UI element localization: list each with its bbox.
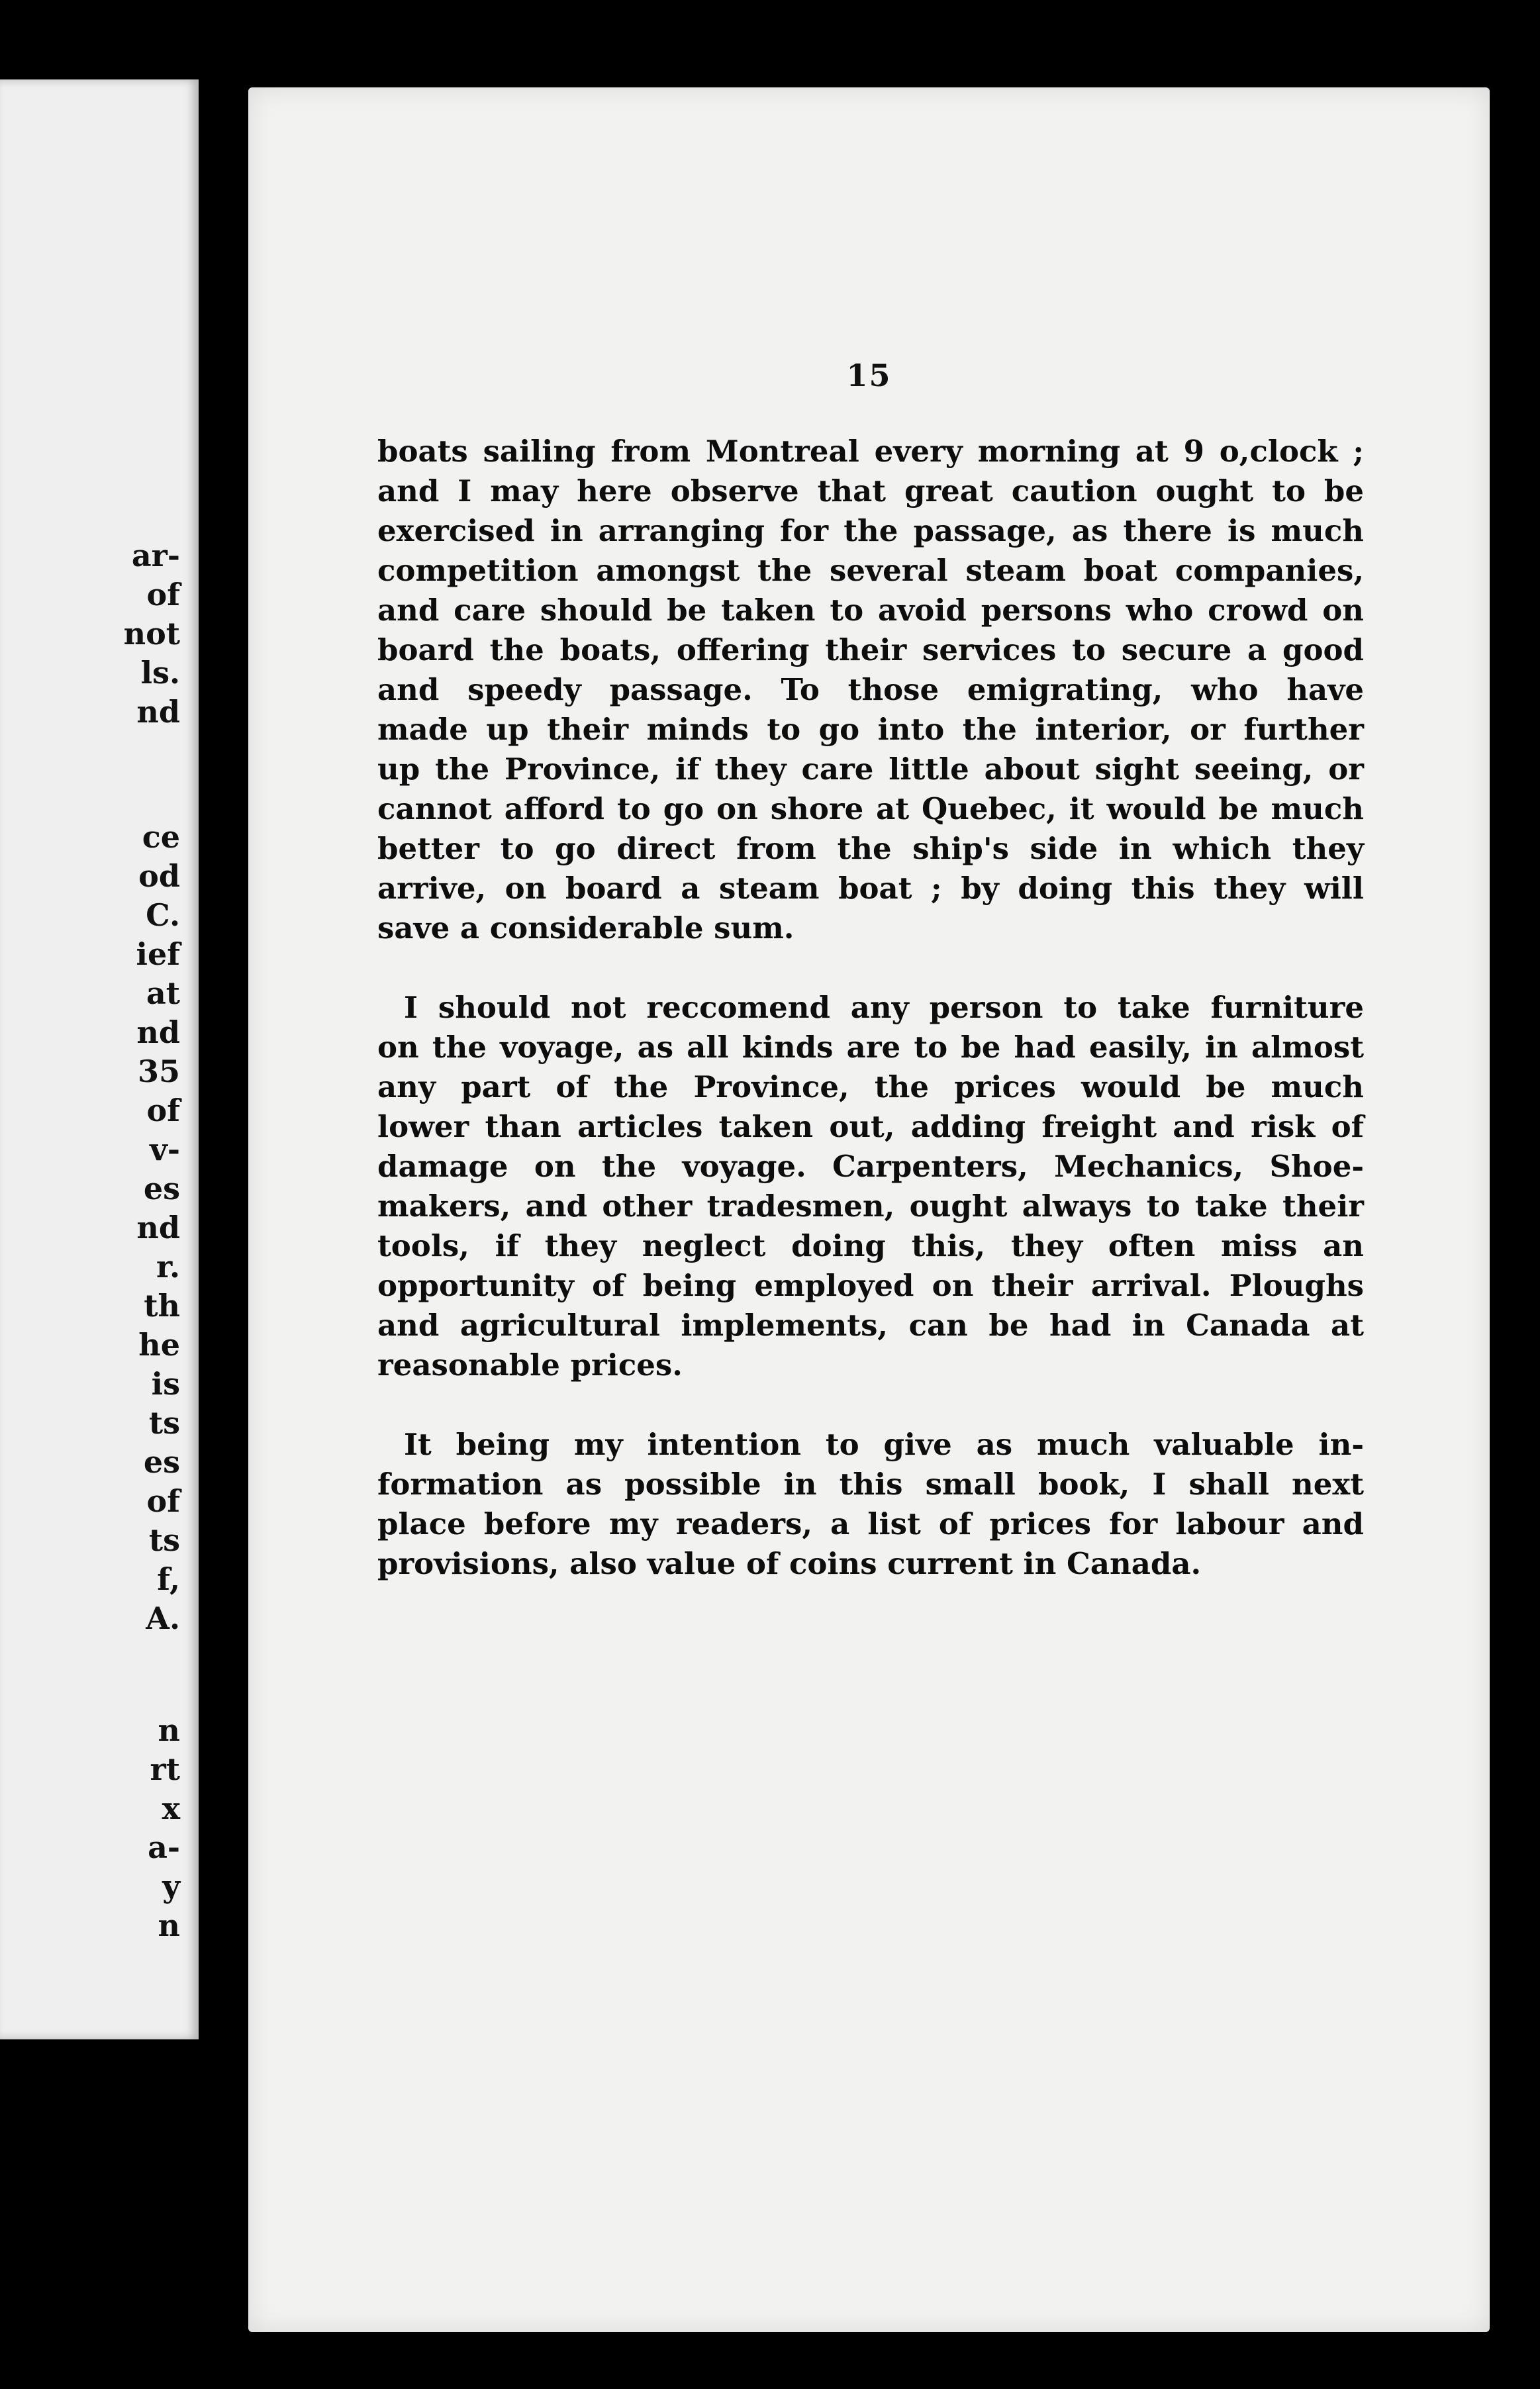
- left-fragment: ts: [148, 1522, 180, 1558]
- text-line: and I may here observe that great caution ought to be: [377, 473, 1364, 509]
- left-fragment: n: [158, 1908, 180, 1943]
- text-line: reasonable prices.: [377, 1347, 683, 1383]
- text-line: and care should be taken to avoid persons who crowd on: [377, 593, 1364, 628]
- text-line: and agricultural implements, can be had in Canada at: [377, 1308, 1364, 1343]
- text-line: up the Province, if they care little about sight seeing, or: [377, 752, 1364, 787]
- paragraph-3: [377, 1425, 1364, 1584]
- left-fragment: ief: [136, 936, 180, 972]
- left-fragment: C.: [146, 897, 180, 933]
- left-fragment: ce: [142, 819, 180, 855]
- text-line: made up their minds to go into the interior, or further: [377, 712, 1364, 747]
- left-fragment: of: [146, 1093, 180, 1128]
- left-fragment: of: [146, 577, 180, 612]
- left-fragment: es: [143, 1444, 180, 1480]
- left-fragment: A.: [146, 1600, 180, 1636]
- page-number: 15: [846, 358, 892, 393]
- left-fragment: n: [158, 1712, 180, 1748]
- left-fragment: ts: [148, 1405, 180, 1441]
- text-line: board the boats, offering their services to secure a good: [377, 632, 1364, 667]
- text-line: I should not reccomend any person to take furniture: [404, 990, 1364, 1025]
- paragraph-1: [377, 432, 1364, 948]
- paragraph-2: [377, 988, 1364, 1385]
- left-fragment: th: [144, 1288, 180, 1324]
- left-fragment: r.: [156, 1249, 180, 1285]
- left-fragment: at: [146, 975, 180, 1011]
- page-body: [377, 432, 1364, 1624]
- left-fragment: nd: [136, 1210, 180, 1245]
- left-fragment: he: [138, 1327, 180, 1363]
- text-line: opportunity of being employed on their arrival. Ploughs: [377, 1268, 1364, 1303]
- text-line: boats sailing from Montreal every morning at 9 o,clock ;: [377, 434, 1364, 469]
- book-page: [248, 87, 1490, 2332]
- text-line: formation as possible in this small book, I shall next: [377, 1467, 1364, 1502]
- left-facing-page: [0, 79, 199, 2039]
- text-line: provisions, also value of coins current in Canada.: [377, 1546, 1202, 1581]
- left-fragment: nd: [136, 694, 180, 730]
- text-line: place before my readers, a list of prices for labour and: [377, 1506, 1364, 1541]
- left-fragment: 35: [137, 1053, 180, 1089]
- left-fragment: nd: [136, 1014, 180, 1050]
- text-line: tools, if they neglect doing this, they often miss an: [377, 1228, 1364, 1263]
- text-line: damage on the voyage. Carpenters, Mechanics, Shoe-: [377, 1149, 1364, 1184]
- text-line: cannot afford to go on shore at Quebec, it would be much: [377, 791, 1364, 826]
- left-fragment: y: [162, 1869, 180, 1904]
- left-fragment: of: [146, 1483, 180, 1519]
- left-fragment: od: [138, 858, 180, 894]
- text-line: any part of the Province, the prices would be much: [377, 1069, 1364, 1104]
- left-fragment: f,: [157, 1561, 180, 1597]
- left-fragment: v-: [150, 1132, 180, 1167]
- left-fragment: ar-: [131, 538, 180, 573]
- left-fragment: es: [143, 1171, 180, 1206]
- text-line: save a considerable sum.: [377, 910, 794, 946]
- left-page-text-fragments: [0, 536, 185, 1945]
- text-line: makers, and other tradesmen, ought always to take their: [377, 1189, 1364, 1224]
- left-fragment: rt: [150, 1751, 180, 1787]
- text-line: better to go direct from the ship's side in which they: [377, 831, 1364, 866]
- text-line: arrive, on board a steam boat ; by doing this they will: [377, 871, 1364, 906]
- text-line: on the voyage, as all kinds are to be had easily, in almost: [377, 1030, 1364, 1065]
- text-line: lower than articles taken out, adding freight and risk of: [377, 1109, 1364, 1144]
- left-fragment: ls.: [140, 655, 180, 691]
- left-fragment: not: [123, 616, 180, 652]
- left-fragment: a-: [148, 1829, 180, 1865]
- left-fragment: x: [162, 1790, 180, 1826]
- left-fragment: is: [151, 1366, 180, 1402]
- text-line: and speedy passage. To those emigrating, who have: [377, 672, 1364, 707]
- text-line: exercised in arranging for the passage, as there is much: [377, 513, 1364, 548]
- text-line: competition amongst the several steam boat companies,: [377, 553, 1364, 588]
- text-line: It being my intention to give as much valuable in-: [404, 1427, 1364, 1462]
